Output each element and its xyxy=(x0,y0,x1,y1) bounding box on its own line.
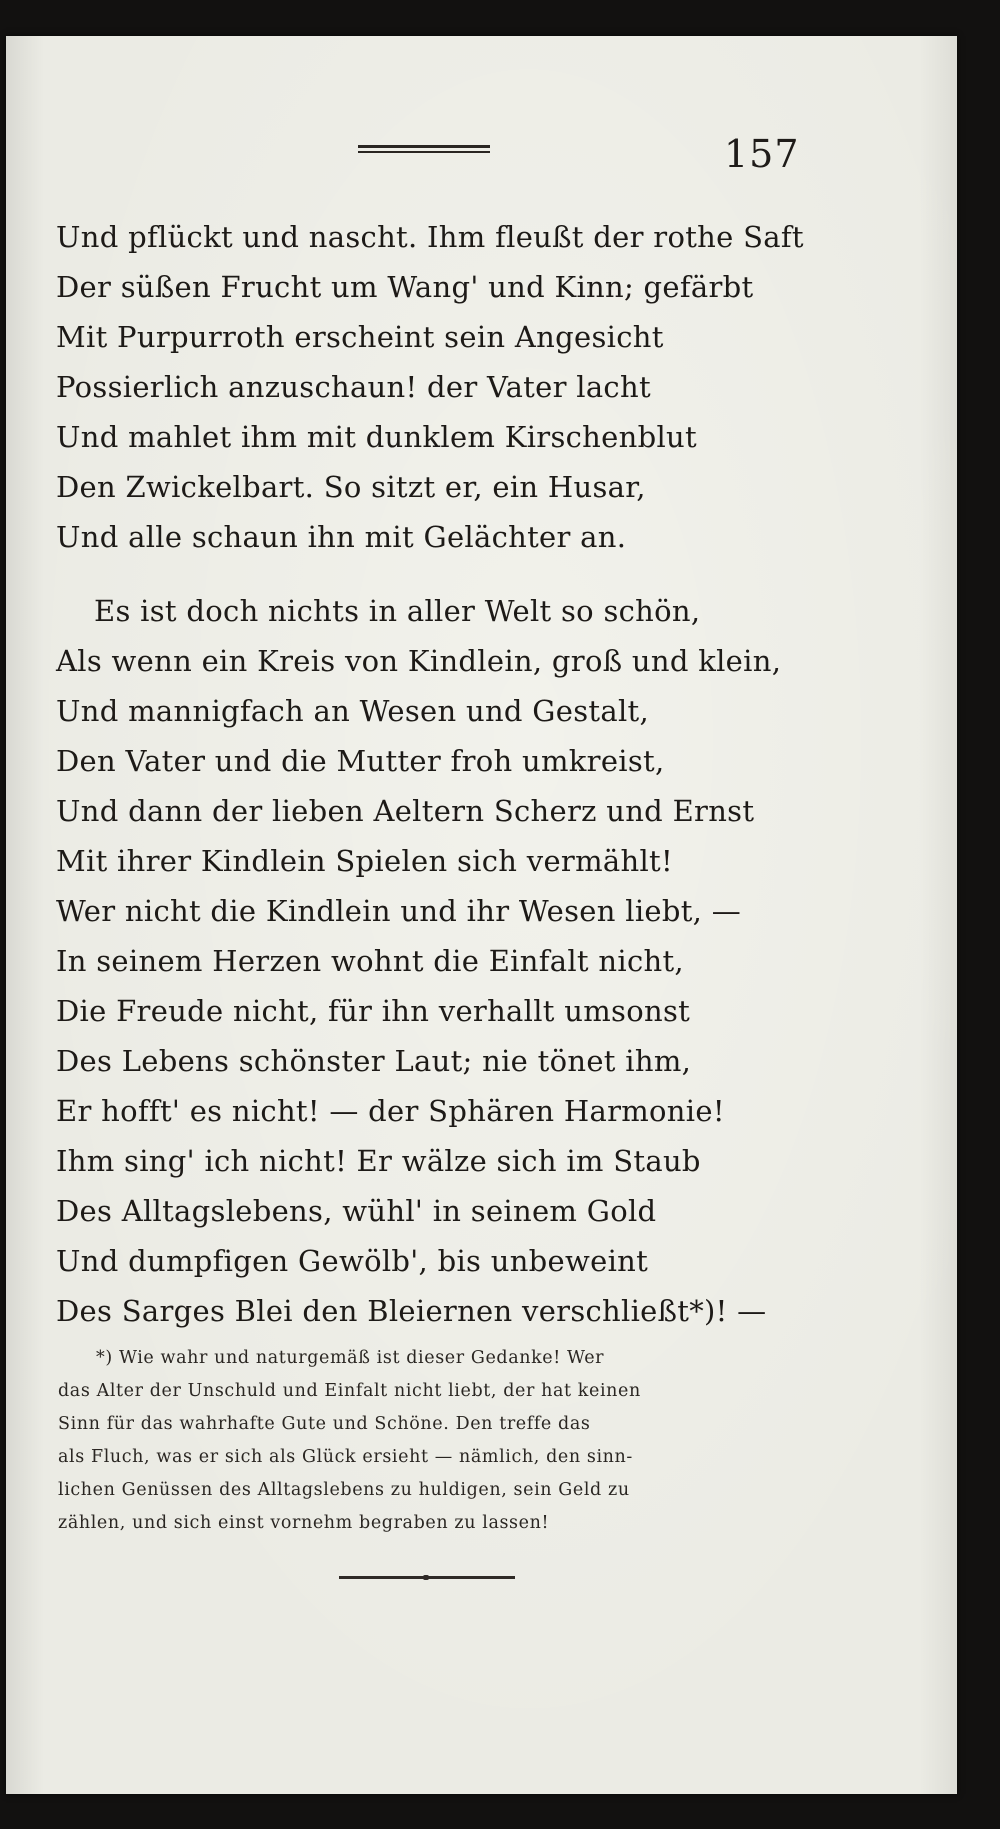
verse-line: Possierlich anzuschaun! der Vater lacht xyxy=(56,370,651,404)
closing-ornament-rule xyxy=(339,1576,515,1579)
book-page xyxy=(6,36,957,1794)
verse-line: Des Sarges Blei den Bleiernen verschließt*)! — xyxy=(56,1294,767,1328)
verse-line: Und mahlet ihm mit dunklem Kirschenblut xyxy=(56,420,697,454)
header-rule-thin xyxy=(358,151,490,153)
verse-line: Des Alltagslebens, wühl' in seinem Gold xyxy=(56,1194,657,1228)
verse-line: Mit Purpurroth erscheint sein Angesicht xyxy=(56,320,664,354)
verse-line: Wer nicht die Kindlein und ihr Wesen liebt, — xyxy=(56,894,742,928)
verse-line: Und alle schaun ihn mit Gelächter an. xyxy=(56,520,627,554)
verse-line: Den Vater und die Mutter froh umkreist, xyxy=(56,744,665,778)
footnote-line: *) Wie wahr und naturgemäß ist dieser Gedanke! Wer xyxy=(96,1348,605,1368)
verse-line: Und dann der lieben Aeltern Scherz und Ernst xyxy=(56,794,755,828)
verse-line: Den Zwickelbart. So sitzt er, ein Husar, xyxy=(56,470,646,504)
verse-line: In seinem Herzen wohnt die Einfalt nicht, xyxy=(56,944,684,978)
verse-line: Er hofft' es nicht! — der Sphären Harmonie! xyxy=(56,1094,725,1128)
verse-line: Des Lebens schönster Laut; nie tönet ihm, xyxy=(56,1044,692,1078)
footnote-line: zählen, und sich einst vornehm begraben zu lassen! xyxy=(58,1513,550,1533)
verse-line: Ihm sing' ich nicht! Er wälze sich im Staub xyxy=(56,1144,701,1178)
verse-line: Und mannigfach an Wesen und Gestalt, xyxy=(56,694,650,728)
footnote-line: das Alter der Unschuld und Einfalt nicht liebt, der hat keinen xyxy=(58,1381,641,1401)
verse-line: Der süßen Frucht um Wang' und Kinn; gefärbt xyxy=(56,270,754,304)
page-number: 157 xyxy=(724,132,800,176)
footnote-line: Sinn für das wahrhafte Gute und Schöne. Den treffe das xyxy=(58,1414,591,1434)
poem-stanza-1 xyxy=(56,212,826,562)
footnote xyxy=(58,1342,798,1540)
header-rule-thick xyxy=(358,145,490,148)
verse-line: Es ist doch nichts in aller Welt so schön, xyxy=(94,594,701,628)
header-double-rule xyxy=(358,145,490,153)
verse-line: Und pflückt und nascht. Ihm fleußt der rothe Saft xyxy=(56,220,804,254)
footnote-line: lichen Genüssen des Alltagslebens zu huldigen, sein Geld zu xyxy=(58,1480,630,1500)
verse-line: Mit ihrer Kindlein Spielen sich vermählt! xyxy=(56,844,673,878)
verse-line: Als wenn ein Kreis von Kindlein, groß und klein, xyxy=(56,644,782,678)
verse-line: Die Freude nicht, für ihn verhallt umsonst xyxy=(56,994,691,1028)
footnote-line: als Fluch, was er sich als Glück ersieht — nämlich, den sinn- xyxy=(58,1447,633,1467)
poem-stanza-2 xyxy=(56,586,826,1336)
verse-line: Und dumpfigen Gewölb', bis unbeweint xyxy=(56,1244,649,1278)
